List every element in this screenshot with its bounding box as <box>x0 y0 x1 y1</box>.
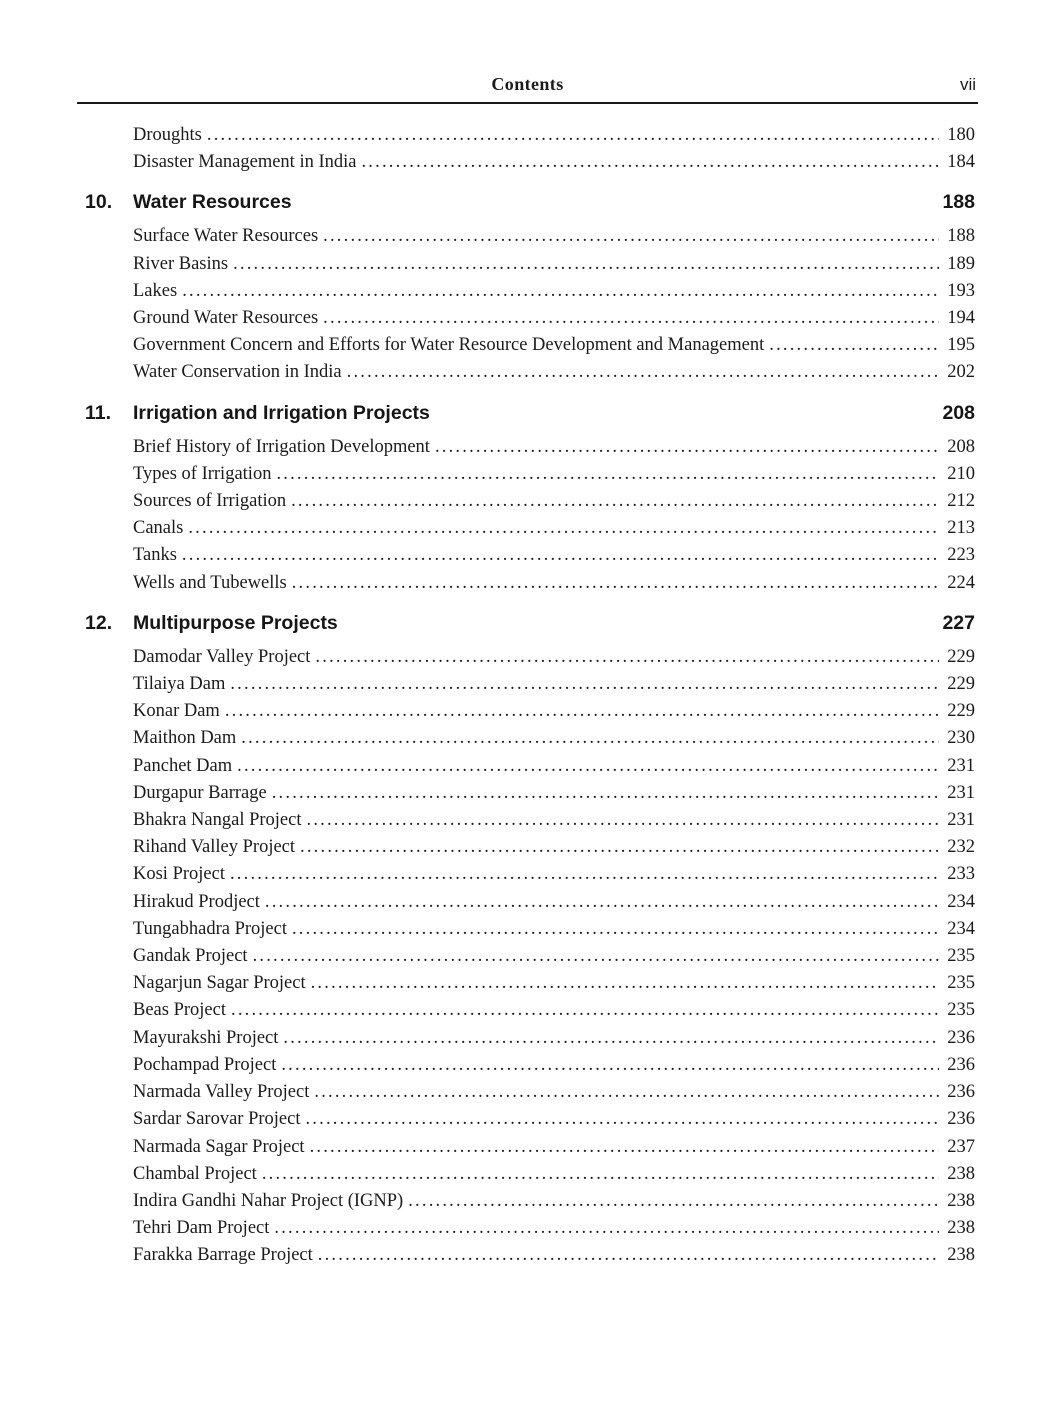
toc-entry <box>133 1134 975 1161</box>
entry-title: Hirakud Prodject <box>133 891 260 912</box>
entry-page-number: 189 <box>947 253 975 274</box>
toc-entry <box>133 1242 975 1269</box>
folio-page-number: vii <box>959 75 976 94</box>
dot-leader <box>305 1106 939 1133</box>
toc-entry <box>133 780 975 807</box>
entry-page-number: 235 <box>947 1000 975 1021</box>
toc-entry <box>133 970 975 997</box>
section-page-number: 227 <box>942 611 975 634</box>
section-entries <box>133 434 975 597</box>
dot-leader <box>276 461 939 488</box>
toc-entry <box>133 542 975 569</box>
entry-title: Water Conservation in India <box>133 362 342 383</box>
entry-page-number: 195 <box>947 335 975 356</box>
entry-title: Nagarjun Sagar Project <box>133 973 306 994</box>
page-title: Contents <box>491 74 564 94</box>
dot-leader <box>283 1025 939 1052</box>
entry-page-number: 213 <box>947 518 975 539</box>
toc-entry <box>133 1188 975 1215</box>
entry-page-number: 224 <box>947 572 975 593</box>
toc-entry <box>133 698 975 725</box>
toc-entry <box>133 1025 975 1052</box>
entry-title: Narmada Valley Project <box>133 1082 310 1103</box>
toc-entry <box>133 515 975 542</box>
toc-entry <box>133 1215 975 1242</box>
entry-title: Beas Project <box>133 1000 226 1021</box>
dot-leader <box>361 149 939 176</box>
toc-entry <box>133 461 975 488</box>
section-number: 11. <box>85 401 112 424</box>
toc-entry <box>133 916 975 943</box>
toc-entry <box>133 753 975 780</box>
entry-title: Mayurakshi Project <box>133 1027 279 1048</box>
entry-title: Konar Dam <box>133 701 220 722</box>
entry-page-number: 234 <box>947 891 975 912</box>
dot-leader <box>281 1052 939 1079</box>
toc-entry <box>133 834 975 861</box>
dot-leader <box>207 122 939 149</box>
entry-title: Tilaiya Dam <box>133 674 226 695</box>
entry-title: Disaster Management in India <box>133 152 357 173</box>
entry-page-number: 238 <box>947 1218 975 1239</box>
entry-page-number: 212 <box>947 491 975 512</box>
dot-leader <box>233 251 939 278</box>
section-page-number: 188 <box>942 191 975 214</box>
dot-leader <box>314 1079 939 1106</box>
section-number: 12. <box>85 611 113 634</box>
dot-leader <box>310 1134 939 1161</box>
dot-leader <box>225 698 939 725</box>
dot-leader <box>347 359 939 386</box>
entry-title: Lakes <box>133 280 178 301</box>
entry-title: Chambal Project <box>133 1163 257 1184</box>
section-heading <box>85 611 975 635</box>
section-page-number: 208 <box>942 401 975 424</box>
entry-page-number: 188 <box>947 226 975 247</box>
toc-list <box>85 122 975 1270</box>
entry-title: Panchet Dam <box>133 755 233 776</box>
toc-entry <box>133 1161 975 1188</box>
entry-page-number: 223 <box>947 545 975 566</box>
entry-page-number: 231 <box>947 755 975 776</box>
toc-section <box>85 122 975 176</box>
dot-leader <box>272 780 939 807</box>
entry-title: Durgapur Barrage <box>133 782 267 803</box>
toc-entry <box>133 488 975 515</box>
entry-page-number: 202 <box>947 362 975 383</box>
toc-entry <box>133 149 975 176</box>
dot-leader <box>241 725 939 752</box>
dot-leader <box>318 1242 939 1269</box>
toc-section <box>85 611 975 1270</box>
toc-entry <box>133 807 975 834</box>
entry-title: Farakka Barrage Project <box>133 1245 313 1266</box>
toc-entry <box>133 861 975 888</box>
entry-page-number: 210 <box>947 463 975 484</box>
entry-title: Tungabhadra Project <box>133 918 287 939</box>
toc-entry <box>133 725 975 752</box>
entry-page-number: 208 <box>947 436 975 457</box>
entry-title: Brief History of Irrigation Development <box>133 436 430 457</box>
entry-page-number: 233 <box>947 864 975 885</box>
toc-entry <box>133 122 975 149</box>
toc-entry <box>133 889 975 916</box>
entry-title: Gandak Project <box>133 946 248 967</box>
dot-leader <box>230 861 939 888</box>
entry-page-number: 184 <box>947 152 975 173</box>
toc-entry <box>133 223 975 250</box>
entry-title: Sources of Irrigation <box>133 491 287 512</box>
entry-page-number: 236 <box>947 1027 975 1048</box>
dot-leader <box>408 1188 939 1215</box>
dot-leader <box>237 753 939 780</box>
dot-leader <box>292 570 939 597</box>
toc-entry <box>133 305 975 332</box>
entry-page-number: 235 <box>947 973 975 994</box>
entry-page-number: 193 <box>947 280 975 301</box>
dot-leader <box>315 644 939 671</box>
toc-entry <box>133 1079 975 1106</box>
section-title: Water Resources <box>133 191 292 214</box>
toc-entry <box>133 644 975 671</box>
entry-title: Droughts <box>133 125 202 145</box>
toc-entry <box>133 1052 975 1079</box>
entry-title: Damodar Valley Project <box>133 646 311 667</box>
entry-page-number: 230 <box>947 728 975 749</box>
entry-title: Sardar Sarovar Project <box>133 1109 301 1130</box>
dot-leader <box>182 542 939 569</box>
entry-title: Tanks <box>133 545 177 566</box>
entry-page-number: 231 <box>947 810 975 831</box>
section-title: Irrigation and Irrigation Projects <box>133 401 430 424</box>
dot-leader <box>311 970 939 997</box>
dot-leader <box>300 834 939 861</box>
dot-leader <box>230 671 939 698</box>
entry-title: Maithon Dam <box>133 728 237 749</box>
dot-leader <box>231 997 939 1024</box>
section-number: 10. <box>85 191 113 214</box>
entry-title: Kosi Project <box>133 864 225 885</box>
dot-leader <box>292 916 939 943</box>
toc-entry <box>133 278 975 305</box>
section-heading <box>85 401 975 425</box>
dot-leader <box>262 1161 939 1188</box>
toc-section <box>85 190 975 386</box>
entry-title: Government Concern and Efforts for Water Resource Development and Management <box>133 335 765 356</box>
entry-page-number: 229 <box>947 646 975 667</box>
entry-page-number: 180 <box>947 125 975 145</box>
dot-leader <box>323 223 939 250</box>
entry-title: Wells and Tubewells <box>133 572 287 593</box>
toc-entry <box>133 434 975 461</box>
entry-title: Rihand Valley Project <box>133 837 296 858</box>
dot-leader <box>291 488 939 515</box>
dot-leader <box>435 434 939 461</box>
section-heading <box>85 190 975 214</box>
dot-leader <box>274 1215 939 1242</box>
entry-page-number: 231 <box>947 782 975 803</box>
toc-entry <box>133 570 975 597</box>
toc-entry <box>133 997 975 1024</box>
entry-page-number: 238 <box>947 1190 975 1211</box>
dot-leader <box>307 807 940 834</box>
entry-title: Types of Irrigation <box>133 463 272 484</box>
entry-page-number: 235 <box>947 946 975 967</box>
entry-page-number: 229 <box>947 674 975 695</box>
entry-page-number: 237 <box>947 1136 975 1157</box>
section-entries <box>133 644 975 1270</box>
dot-leader <box>253 943 939 970</box>
dot-leader <box>769 332 939 359</box>
entry-title: Canals <box>133 518 184 539</box>
toc-section <box>85 401 975 597</box>
toc-entry <box>133 332 975 359</box>
entry-page-number: 232 <box>947 837 975 858</box>
toc-entry <box>133 251 975 278</box>
entry-title: Ground Water Resources <box>133 308 319 329</box>
toc-entry <box>133 943 975 970</box>
entry-page-number: 236 <box>947 1082 975 1103</box>
entry-page-number: 234 <box>947 918 975 939</box>
entry-page-number: 238 <box>947 1163 975 1184</box>
toc-entry <box>133 359 975 386</box>
page-header <box>77 74 978 104</box>
entry-page-number: 194 <box>947 308 975 329</box>
entry-page-number: 236 <box>947 1054 975 1075</box>
entry-title: Narmada Sagar Project <box>133 1136 305 1157</box>
entry-title: Bhakra Nangal Project <box>133 810 302 831</box>
entry-title: Pochampad Project <box>133 1054 277 1075</box>
dot-leader <box>188 515 939 542</box>
entry-page-number: 229 <box>947 701 975 722</box>
toc-entry <box>133 671 975 698</box>
entry-page-number: 238 <box>947 1245 975 1266</box>
entry-title: Indira Gandhi Nahar Project (IGNP) <box>133 1190 404 1211</box>
toc-entry <box>133 1106 975 1133</box>
dot-leader <box>323 305 939 332</box>
section-entries <box>133 122 975 176</box>
entry-title: Surface Water Resources <box>133 226 319 247</box>
dot-leader <box>265 889 939 916</box>
section-title: Multipurpose Projects <box>133 611 338 634</box>
entry-title: River Basins <box>133 253 229 274</box>
dot-leader <box>182 278 939 305</box>
section-entries <box>133 223 975 386</box>
entry-title: Tehri Dam Project <box>133 1218 270 1239</box>
entry-page-number: 236 <box>947 1109 975 1130</box>
